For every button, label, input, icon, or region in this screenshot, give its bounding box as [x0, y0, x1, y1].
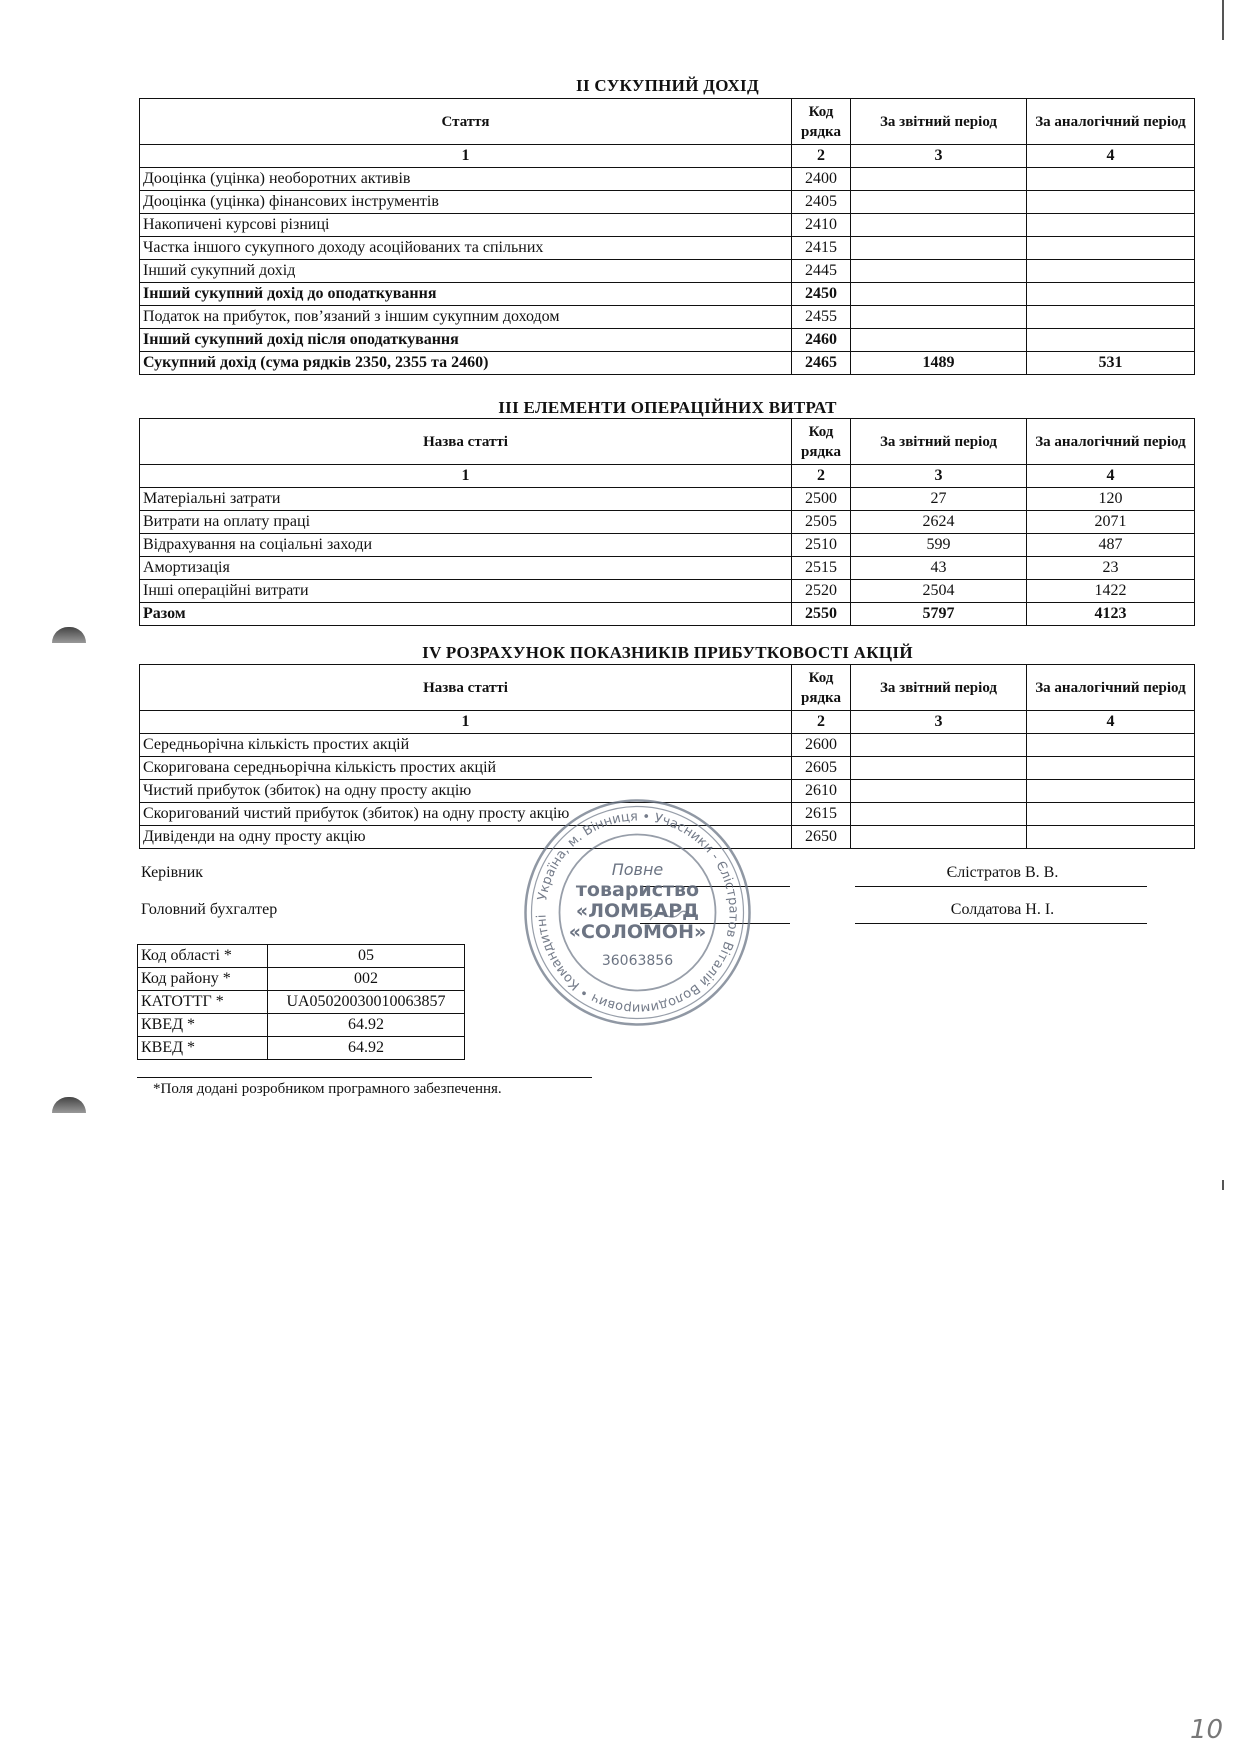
row-current: 43 — [851, 557, 1027, 580]
table-row — [140, 488, 1195, 511]
table-row — [140, 352, 1195, 375]
row-name: Матеріальні затрати — [140, 488, 792, 511]
table-row — [140, 168, 1195, 191]
table-row — [140, 237, 1195, 260]
row-previous: 120 — [1027, 488, 1195, 511]
row-code: 2515 — [792, 557, 851, 580]
row-name: Разом — [140, 603, 792, 626]
column-number: 4 — [1027, 465, 1195, 488]
section-4-title: IV РОЗРАХУНОК ПОКАЗНИКІВ ПРИБУТКОВОСТІ АКЦІЙ — [422, 643, 913, 662]
col-header-item: Назва статті — [140, 665, 792, 711]
column-number: 3 — [851, 465, 1027, 488]
row-name: Чистий прибуток (збиток) на одну просту акцію — [140, 780, 792, 803]
row-previous: 4123 — [1027, 603, 1195, 626]
accountant-name-line — [855, 923, 1147, 924]
footnote: *Поля додані розробником програмного забезпечення. — [153, 1081, 502, 1097]
column-number: 1 — [140, 145, 792, 168]
table-row — [140, 557, 1195, 580]
footnote-divider — [137, 1077, 592, 1078]
col-header-previous: За аналогічний період — [1027, 99, 1195, 145]
section-2-title: II СУКУПНИЙ ДОХІД — [576, 76, 759, 95]
row-code: 2500 — [792, 488, 851, 511]
row-name: Дивіденди на одну просту акцію — [140, 826, 792, 849]
row-previous: 531 — [1027, 352, 1195, 375]
row-current: 27 — [851, 488, 1027, 511]
row-code: 2650 — [792, 826, 851, 849]
table-row — [140, 603, 1195, 626]
row-current — [851, 329, 1027, 352]
row-code: 2505 — [792, 511, 851, 534]
row-previous: 2071 — [1027, 511, 1195, 534]
row-code: 2610 — [792, 780, 851, 803]
row-name: Інший сукупний дохід до оподаткування — [140, 283, 792, 306]
table-row — [140, 306, 1195, 329]
row-previous — [1027, 757, 1195, 780]
col-header-code: Код рядка — [792, 419, 851, 465]
table-row — [140, 580, 1195, 603]
row-previous — [1027, 803, 1195, 826]
row-current — [851, 168, 1027, 191]
row-code: 2615 — [792, 803, 851, 826]
row-code: 2550 — [792, 603, 851, 626]
row-previous: 487 — [1027, 534, 1195, 557]
column-number: 2 — [792, 465, 851, 488]
row-previous — [1027, 306, 1195, 329]
column-number-row — [140, 711, 1195, 734]
row-current — [851, 757, 1027, 780]
operating-expenses-table — [139, 418, 1195, 626]
col-header-item: Стаття — [140, 99, 792, 145]
seal-line-4: «СОЛОМОН» — [568, 921, 707, 943]
scan-edge-mark — [1222, 1180, 1224, 1190]
table-header-row — [140, 665, 1195, 711]
row-previous — [1027, 214, 1195, 237]
row-code: 2520 — [792, 580, 851, 603]
table-row — [140, 329, 1195, 352]
punch-hole-mark — [52, 627, 86, 643]
code-value: 002 — [268, 968, 465, 991]
code-row — [138, 1037, 465, 1060]
accountant-name: Солдатова Н. І. — [950, 901, 1055, 918]
row-name: Середньорічна кількість простих акцій — [140, 734, 792, 757]
row-previous — [1027, 191, 1195, 214]
row-current — [851, 237, 1027, 260]
code-label: Код області * — [138, 945, 268, 968]
col-header-code: Код рядка — [792, 665, 851, 711]
row-previous — [1027, 734, 1195, 757]
row-previous — [1027, 237, 1195, 260]
accountant-label: Головний бухгалтер — [141, 901, 278, 918]
row-name: Дооцінка (уцінка) необоротних активів — [140, 168, 792, 191]
row-current — [851, 283, 1027, 306]
row-current — [851, 191, 1027, 214]
row-code: 2450 — [792, 283, 851, 306]
seal-line-3: «ЛОМБАРД — [575, 900, 700, 922]
row-previous — [1027, 168, 1195, 191]
column-number-row — [140, 465, 1195, 488]
seal-line-2: товариство — [575, 879, 700, 901]
region-codes-table — [137, 944, 465, 1060]
column-number: 2 — [792, 145, 851, 168]
table-row — [140, 283, 1195, 306]
table-row — [140, 534, 1195, 557]
section-3-title: III ЕЛЕМЕНТИ ОПЕРАЦІЙНИХ ВИТРАТ — [498, 398, 837, 417]
row-name: Відрахування на соціальні заходи — [140, 534, 792, 557]
row-code: 2400 — [792, 168, 851, 191]
column-number: 4 — [1027, 711, 1195, 734]
table-row — [140, 214, 1195, 237]
row-current — [851, 306, 1027, 329]
seal-line-1: Повне — [611, 860, 664, 879]
row-name: Дооцінка (уцінка) фінансових інструментів — [140, 191, 792, 214]
col-header-current: За звітний період — [851, 99, 1027, 145]
row-previous — [1027, 780, 1195, 803]
code-row — [138, 945, 465, 968]
table-header-row — [140, 419, 1195, 465]
row-previous — [1027, 260, 1195, 283]
row-name: Інші операційні витрати — [140, 580, 792, 603]
row-current: 5797 — [851, 603, 1027, 626]
row-previous: 23 — [1027, 557, 1195, 580]
column-number: 3 — [851, 145, 1027, 168]
row-code: 2600 — [792, 734, 851, 757]
row-current — [851, 780, 1027, 803]
director-name-line — [855, 886, 1147, 887]
column-number: 1 — [140, 711, 792, 734]
row-name: Скоригований чистий прибуток (збиток) на одну просту акцію — [140, 803, 792, 826]
row-current — [851, 734, 1027, 757]
code-value: 05 — [268, 945, 465, 968]
column-number-row — [140, 145, 1195, 168]
col-header-item: Назва статті — [140, 419, 792, 465]
comprehensive-income-table — [139, 98, 1195, 375]
row-name: Інший сукупний дохід — [140, 260, 792, 283]
row-name: Сукупний дохід (сума рядків 2350, 2355 та 2460) — [140, 352, 792, 375]
row-code: 2460 — [792, 329, 851, 352]
row-previous: 1422 — [1027, 580, 1195, 603]
row-code: 2455 — [792, 306, 851, 329]
code-row — [138, 1014, 465, 1037]
row-name: Інший сукупний дохід після оподаткування — [140, 329, 792, 352]
table-row — [140, 734, 1195, 757]
row-name: Амортизація — [140, 557, 792, 580]
col-header-current: За звітний період — [851, 419, 1027, 465]
row-current — [851, 803, 1027, 826]
row-name: Частка іншого сукупного доходу асоційованих та спільних — [140, 237, 792, 260]
scan-edge-mark — [1222, 0, 1224, 40]
code-row — [138, 991, 465, 1014]
row-code: 2415 — [792, 237, 851, 260]
row-name: Накопичені курсові різниці — [140, 214, 792, 237]
column-number: 2 — [792, 711, 851, 734]
table-row — [140, 757, 1195, 780]
code-value: 64.92 — [268, 1037, 465, 1060]
row-current — [851, 260, 1027, 283]
col-header-previous: За аналогічний період — [1027, 665, 1195, 711]
director-label: Керівник — [141, 864, 204, 881]
row-code: 2445 — [792, 260, 851, 283]
table-row — [140, 191, 1195, 214]
company-seal — [520, 795, 755, 1030]
row-name: Скоригована середньорічна кількість простих акцій — [140, 757, 792, 780]
row-current: 2504 — [851, 580, 1027, 603]
col-header-code: Код рядка — [792, 99, 851, 145]
code-label: Код району * — [138, 968, 268, 991]
row-code: 2510 — [792, 534, 851, 557]
code-label: КАТОТТГ * — [138, 991, 268, 1014]
row-name: Витрати на оплату праці — [140, 511, 792, 534]
row-code: 2410 — [792, 214, 851, 237]
code-value: 64.92 — [268, 1014, 465, 1037]
row-previous — [1027, 283, 1195, 306]
row-current — [851, 214, 1027, 237]
row-code: 2465 — [792, 352, 851, 375]
code-row — [138, 968, 465, 991]
seal-code: 36063856 — [601, 953, 674, 969]
code-label: КВЕД * — [138, 1014, 268, 1037]
table-row — [140, 260, 1195, 283]
row-code: 2405 — [792, 191, 851, 214]
seal-ring-text: Україна, м. Вінниця • Учасники - Єлістратов Віталій Володимирович • Командитні — [534, 809, 741, 1016]
col-header-current: За звітний період — [851, 665, 1027, 711]
column-number: 1 — [140, 465, 792, 488]
table-header-row — [140, 99, 1195, 145]
column-number: 4 — [1027, 145, 1195, 168]
row-current: 599 — [851, 534, 1027, 557]
table-row — [140, 511, 1195, 534]
row-previous — [1027, 329, 1195, 352]
col-header-previous: За аналогічний період — [1027, 419, 1195, 465]
director-name: Єлістратов В. В. — [946, 864, 1059, 881]
code-value: UA05020030010063857 — [268, 991, 465, 1014]
punch-hole-mark — [52, 1097, 86, 1113]
code-label: КВЕД * — [138, 1037, 268, 1060]
row-current: 2624 — [851, 511, 1027, 534]
row-previous — [1027, 826, 1195, 849]
row-name: Податок на прибуток, пов’язаний з іншим сукупним доходом — [140, 306, 792, 329]
row-current: 1489 — [851, 352, 1027, 375]
row-current — [851, 826, 1027, 849]
row-code: 2605 — [792, 757, 851, 780]
column-number: 3 — [851, 711, 1027, 734]
page-number: 10 — [1190, 1715, 1224, 1745]
